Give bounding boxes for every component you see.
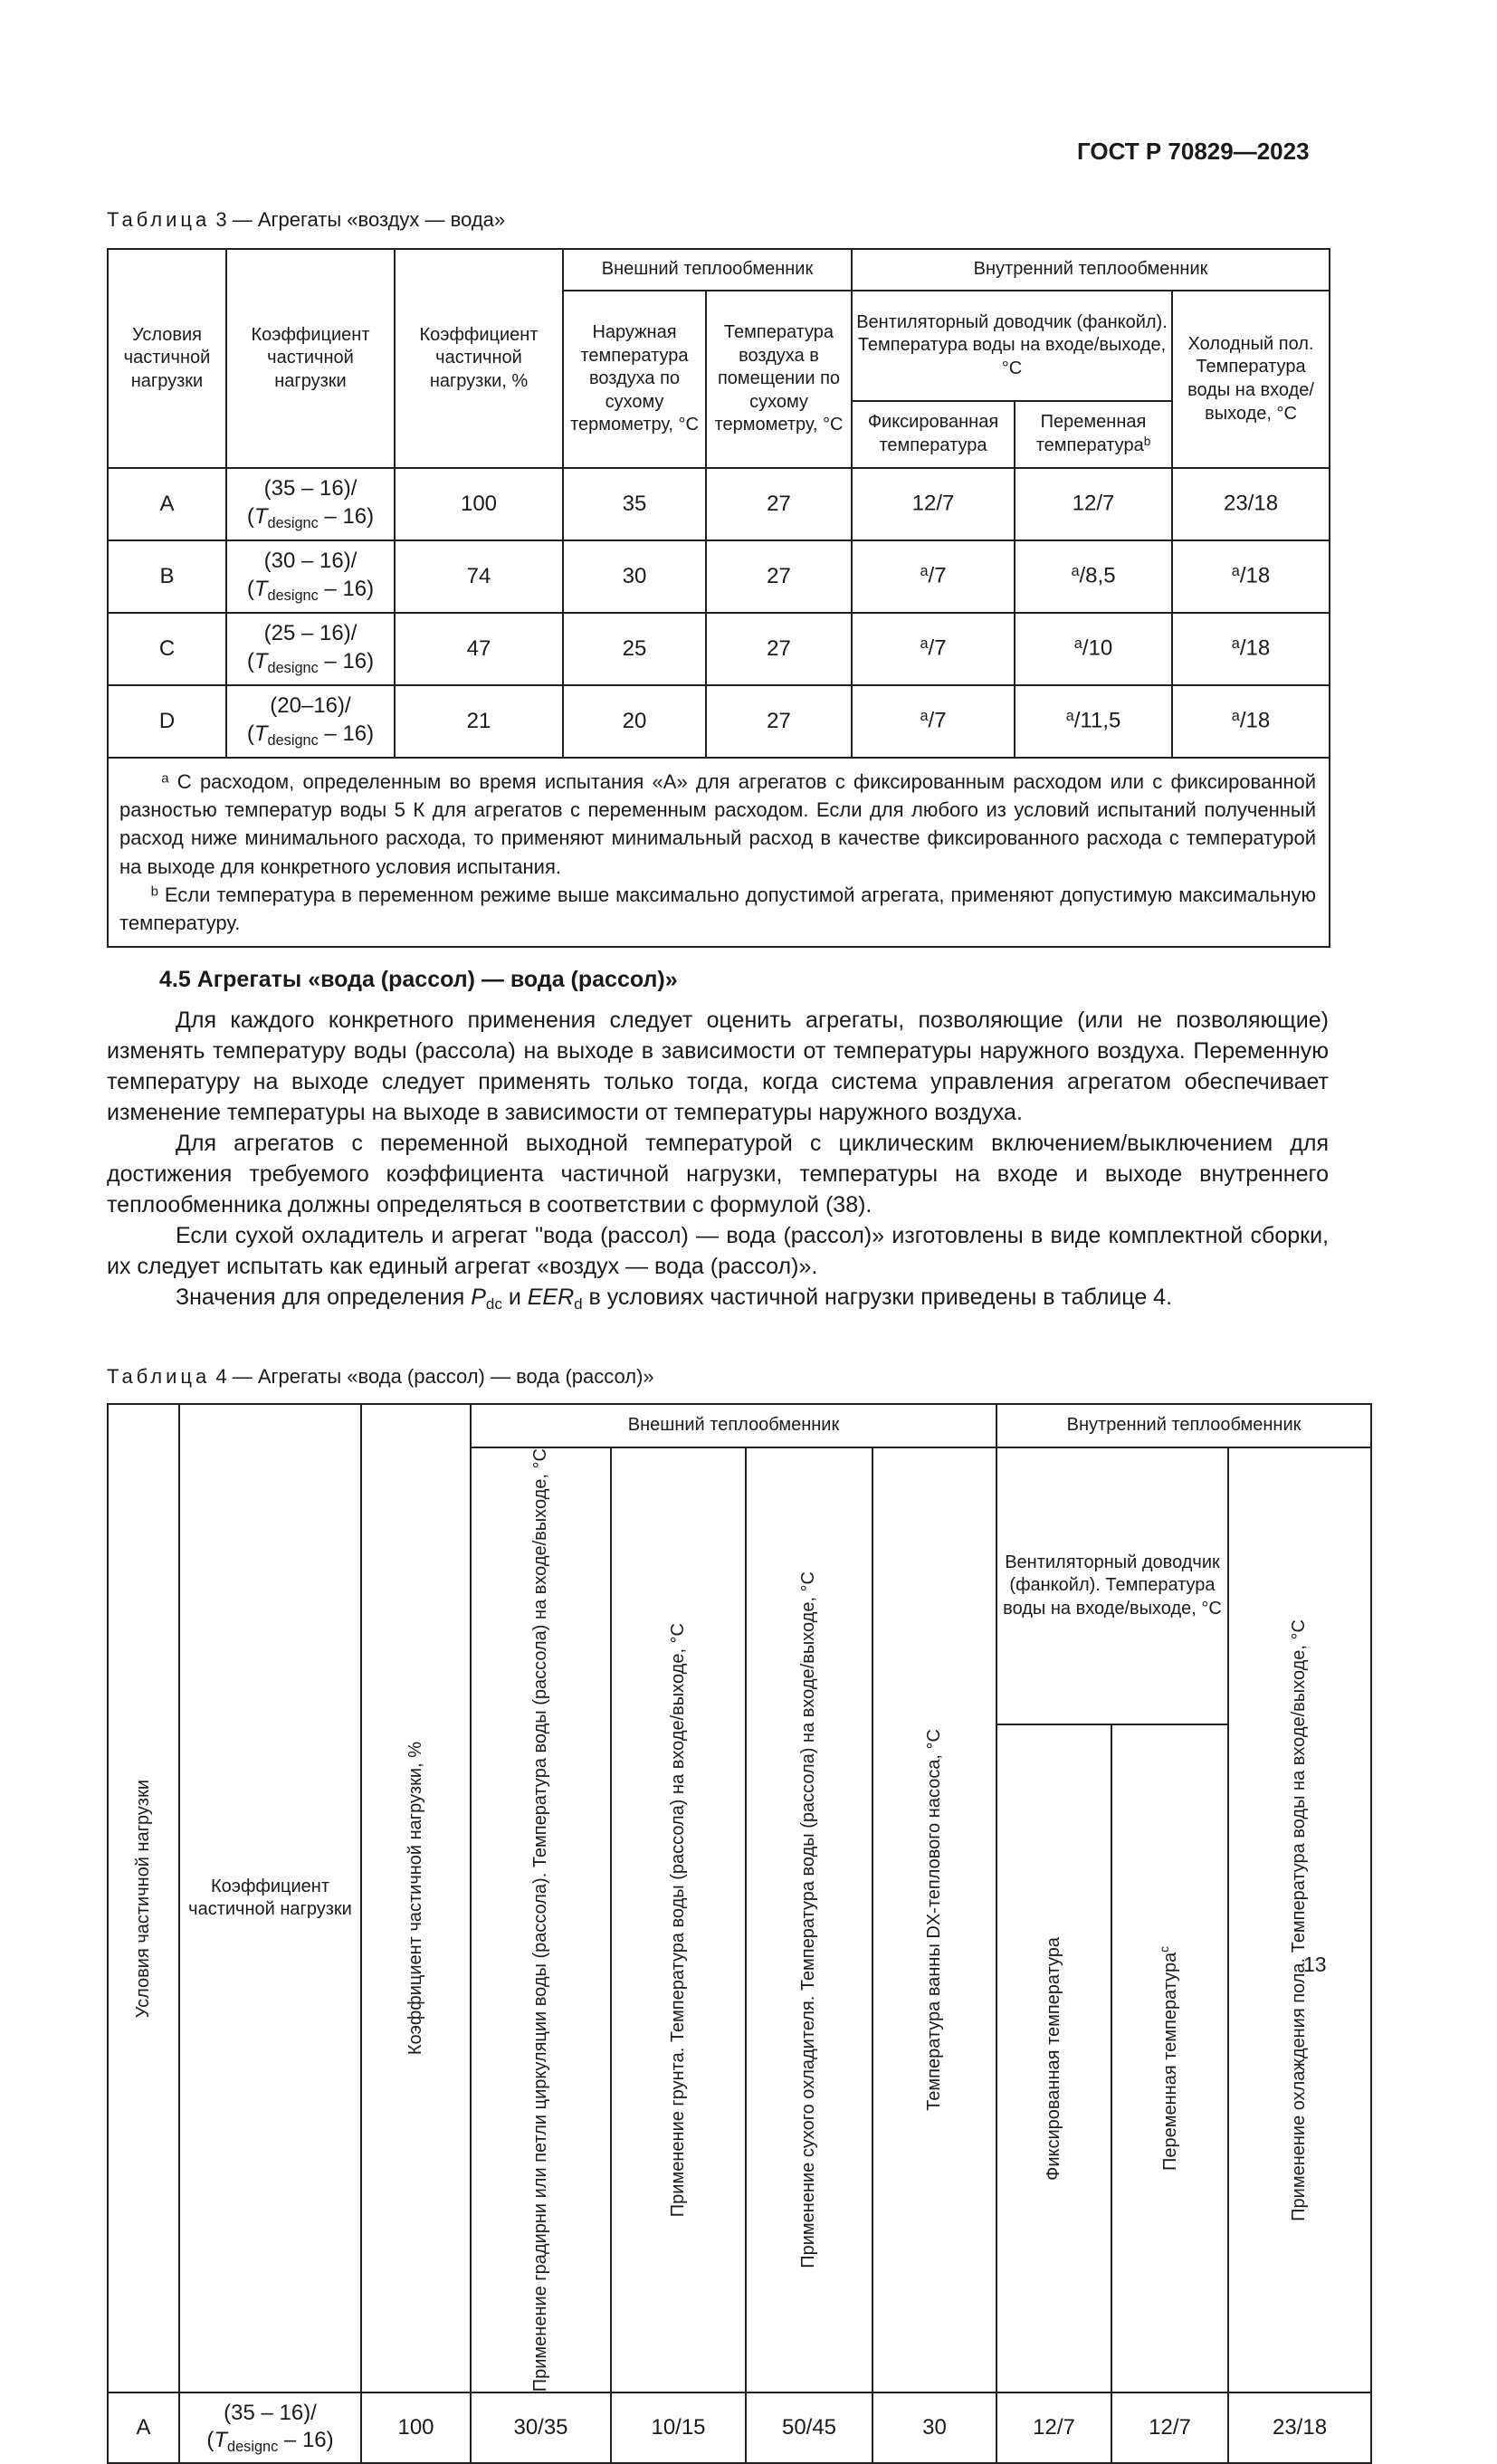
cell-variable-value: /8,5: [1079, 563, 1116, 588]
header-outdoor: Наружная температура воздуха по сухому термометру, °С: [563, 291, 706, 468]
t4-header-ground-text: Применение грунта. Температура воды (рассола) на входе/выходе, °С: [667, 1623, 688, 2218]
header-variable: [1015, 401, 1172, 468]
coef-tail: – 16): [318, 721, 375, 746]
note-b-text: Если температура в переменном режиме выше максимально допустимой агрегата, применяют допустимую максимальную температуру.: [119, 883, 1317, 935]
cell-condition: B: [108, 540, 226, 613]
t4-header-coef-pct: [361, 1404, 471, 2392]
cell-pct: 74: [395, 540, 563, 613]
cell-fixed-value: /7: [928, 635, 947, 661]
cell-fixed-value: /7: [928, 563, 947, 588]
note-b: [119, 881, 1316, 937]
coef-t: T: [253, 503, 268, 529]
cell-pct: 100: [361, 2392, 471, 2463]
t4-header-dx-text: Температура ванны DX-теплового насоса, °С: [923, 1729, 944, 2112]
t4-header-drycooler: [746, 1447, 872, 2392]
t4-header-variable: [1111, 1724, 1228, 2392]
coef-t: T: [253, 576, 268, 601]
coef-open: (: [246, 503, 254, 529]
cell-coef: [226, 468, 395, 540]
caption-text: 4 — Агрегаты «вода (рассол) — вода (рассол)»: [210, 1365, 654, 1388]
cell-fixed: [852, 685, 1015, 758]
coef-sub: designc: [267, 659, 319, 676]
cell-indoor: 27: [706, 685, 852, 758]
cell-outdoor: 35: [563, 468, 706, 540]
header-floor: Холодный пол. Температура воды на входе/ выходе, °С: [1172, 291, 1330, 468]
cell-outdoor: 30: [563, 540, 706, 613]
note-a: [119, 768, 1316, 881]
t4-header-external: Внешний теплообменник: [471, 1404, 996, 1447]
t4-header-tower: [471, 1447, 611, 2392]
note-a-text: С расходом, определенным во время испытания «А» для агрегатов с фиксированным расходом или с фиксированной разностью температур воды 5 К для агрегатов с переменным расходом. Если для любого из условий испытаний полученный расход ниже минимального расхода, то применяют минимальный расход в качестве фиксированного расхода с температурой на выходе для конкретного условия испытания.: [119, 770, 1317, 878]
coef-sub: designc: [267, 587, 319, 604]
cell-variable: [1015, 613, 1172, 685]
cell-floor-value: 23/18: [1223, 491, 1279, 516]
coef-sub: designc: [267, 731, 319, 749]
header-variable-sup: b: [1143, 435, 1151, 449]
paragraph-3: Если сухой охладитель и агрегат "вода (рассол) — вода (рассол)» изготовлены в виде комплектной сборки, их следует испытать как единый агрегат «воздух — вода (рассол)».: [107, 1223, 1329, 1279]
cell-fixed-value: 12/7: [911, 491, 955, 516]
cell-outdoor: 25: [563, 613, 706, 685]
table-row: [108, 540, 1330, 613]
coef-sub: designc: [227, 2439, 279, 2456]
note-b-mark: b: [150, 883, 158, 900]
cell-variable: [1015, 468, 1172, 540]
cell-floor-sup: a: [1231, 635, 1240, 653]
cell-floor-value: /18: [1239, 635, 1271, 661]
table4-caption: [107, 1365, 654, 1389]
t4-header-variable-text: [1157, 1946, 1183, 2171]
p4-text-a: Значения для определения: [176, 1285, 472, 1310]
cell-condition: D: [108, 685, 226, 758]
cell-floor: [1172, 468, 1330, 540]
caption-word: Таблица: [107, 208, 211, 231]
header-variable-text: Переменная температура: [1035, 411, 1147, 456]
cell-outdoor: 20: [563, 685, 706, 758]
paragraph-2: Для агрегатов с переменной выходной температурой с циклическим включением/выключением для достижения требуемого коэффициента частичной нагрузки, температуры на входе и выходе внутреннего теплообменника должны определяться в соответствии с формулой (38).: [107, 1131, 1329, 1218]
cell-fixed-value: /7: [928, 708, 947, 733]
cell-fixed: [852, 540, 1015, 613]
cell-coef: [179, 2392, 361, 2463]
t4-header-floor-text: Применение охлаждения пола. Температура воды на входе/выходе, °С: [1289, 1619, 1310, 2221]
coef-top: (25 – 16)/: [263, 621, 358, 646]
coef-t: T: [214, 2428, 228, 2453]
cell-condition: A: [108, 2392, 179, 2463]
cell-indoor: 27: [706, 613, 852, 685]
header-coef: Коэффициент частичной нагрузки: [226, 249, 395, 468]
cell-fixed-sup: a: [920, 563, 929, 580]
table3-notes: [108, 758, 1330, 947]
cell-dx: 30: [872, 2392, 996, 2463]
cell-variable: 12/7: [1111, 2392, 1228, 2463]
t4-header-drycooler-text: Применение сухого охладителя. Температура воды (рассола) на входе/выходе, °С: [798, 1571, 819, 2268]
table-row: [108, 685, 1330, 758]
header-internal: Внутренний теплообменник: [852, 249, 1330, 291]
section-heading: 4.5 Агрегаты «вода (рассол) — вода (рассол)»: [159, 967, 678, 992]
note-a-mark: a: [161, 770, 169, 787]
cell-floor: 23/18: [1228, 2392, 1371, 2463]
t4-header-floor: [1228, 1447, 1371, 2392]
t4-header-variable-sup: c: [1158, 1946, 1172, 1953]
caption-text: 3 — Агрегаты «воздух — вода»: [210, 208, 506, 231]
table-row: [108, 468, 1330, 540]
cell-coef: [226, 613, 395, 685]
cell-fixed-sup: a: [920, 708, 929, 725]
coef-top: (35 – 16)/: [263, 476, 358, 501]
paragraph-1: Для каждого конкретного применения следует оценить агрегаты, позволяющие (или не позволяющие) изменять температуру воды (рассола) на выходе в зависимости от температуры наружного воздуха. Переменную температуру на выходе следует применять только тогда, когда система управления агрегатом обеспечивает изменение температуры на выходе в зависимости от температуры наружного воздуха.: [107, 1008, 1329, 1125]
cell-pct: 47: [395, 613, 563, 685]
cell-tower: 30/35: [471, 2392, 611, 2463]
cell-fixed: [852, 613, 1015, 685]
coef-sub: designc: [267, 514, 319, 531]
cell-variable-value: 12/7: [1072, 491, 1115, 516]
header-external: Внешний теплообменник: [563, 249, 852, 291]
caption-word: Таблица: [107, 1365, 211, 1388]
cell-fixed: [852, 468, 1015, 540]
p4-symbol-p: P: [471, 1285, 486, 1310]
header-coef-pct: Коэффициент частичной нагрузки, %: [395, 249, 563, 468]
coef-tail: – 16): [318, 576, 375, 601]
cell-condition: A: [108, 468, 226, 540]
cell-variable: [1015, 685, 1172, 758]
t4-header-variable-label: Переменная температура: [1160, 1952, 1181, 2172]
t4-header-conditions: [108, 1404, 179, 2392]
coef-open: (: [246, 576, 254, 601]
cell-floor: [1172, 685, 1330, 758]
coef-top: (35 – 16)/: [224, 2400, 317, 2425]
t4-header-tower-text: Применение градирни или петли циркуляции воды (рассола). Температура воды (рассола) на входе/выходе, °С: [529, 1448, 550, 2392]
p4-symbol-eer-sub: d: [574, 1295, 583, 1313]
t4-header-dx: [872, 1447, 996, 2392]
cell-variable-sup: a: [1073, 635, 1082, 653]
p4-symbol-p-sub: dc: [485, 1295, 502, 1313]
cell-variable-value: /10: [1082, 635, 1113, 661]
header-fancoil: Вентиляторный доводчик (фанкойл). Температура воды на входе/выходе, °С: [852, 291, 1172, 401]
header-indoor: Температура воздуха в помещении по сухому термометру, °С: [706, 291, 852, 468]
table3: [107, 248, 1330, 948]
t4-header-fixed-text: Фиксированная температура: [1043, 1936, 1063, 2181]
cell-variable-sup: a: [1065, 708, 1074, 725]
paragraph-4: [107, 1282, 1329, 1320]
cell-fixed-sup: a: [920, 635, 929, 653]
p4-text-b: и: [501, 1285, 528, 1310]
cell-coef: [226, 540, 395, 613]
t4-header-ground: [611, 1447, 746, 2392]
t4-header-coef-pct-text: Коэффициент частичной нагрузки, %: [405, 1742, 425, 2056]
coef-t: T: [253, 721, 268, 746]
coef-tail: – 16): [278, 2428, 334, 2453]
cell-floor: [1172, 540, 1330, 613]
header-fixed: Фиксированная температура: [852, 401, 1015, 468]
table-row: [108, 613, 1330, 685]
t4-header-coef: Коэффициент частичной нагрузки: [179, 1404, 361, 2392]
cell-ground: 10/15: [611, 2392, 746, 2463]
cell-pct: 21: [395, 685, 563, 758]
t4-header-fixed: [996, 1724, 1111, 2392]
cell-indoor: 27: [706, 540, 852, 613]
cell-pct: 100: [395, 468, 563, 540]
coef-top: (20–16)/: [270, 693, 351, 719]
coef-open: (: [206, 2428, 215, 2453]
coef-tail: – 16): [318, 503, 375, 529]
table3-caption: [107, 208, 505, 232]
cell-fixed: 12/7: [996, 2392, 1111, 2463]
table4: [107, 1403, 1372, 2464]
coef-t: T: [253, 648, 268, 673]
t4-header-conditions-text: Условия частичной нагрузки: [132, 1779, 153, 2018]
page-number: 13: [1303, 1953, 1327, 1976]
cell-floor-value: /18: [1239, 563, 1271, 588]
cell-floor-sup: a: [1231, 708, 1240, 725]
table-row: [108, 2392, 1371, 2463]
cell-indoor: 27: [706, 468, 852, 540]
cell-variable-sup: a: [1071, 563, 1080, 580]
t4-header-fancoil: Вентиляторный доводчик (фанкойл). Температура воды на входе/выходе, °С: [996, 1447, 1228, 1724]
document-id: ГОСТ Р 70829—2023: [1077, 138, 1310, 165]
p4-text-c: в условиях частичной нагрузки приведены в таблице 4.: [582, 1285, 1173, 1310]
cell-floor-value: /18: [1239, 708, 1271, 733]
cell-variable-value: /11,5: [1073, 708, 1121, 733]
cell-coef: [226, 685, 395, 758]
cell-floor-sup: a: [1231, 563, 1240, 580]
cell-drycooler: 50/45: [746, 2392, 872, 2463]
coef-open: (: [246, 648, 254, 673]
cell-floor: [1172, 613, 1330, 685]
cell-variable: [1015, 540, 1172, 613]
cell-condition: C: [108, 613, 226, 685]
section-body: [107, 1005, 1329, 1320]
coef-tail: – 16): [318, 648, 375, 673]
p4-symbol-eer: EER: [527, 1285, 575, 1310]
t4-header-internal: Внутренний теплообменник: [996, 1404, 1371, 1447]
coef-open: (: [246, 721, 254, 746]
coef-top: (30 – 16)/: [263, 549, 358, 574]
header-conditions: Условия частичной нагрузки: [108, 249, 226, 468]
